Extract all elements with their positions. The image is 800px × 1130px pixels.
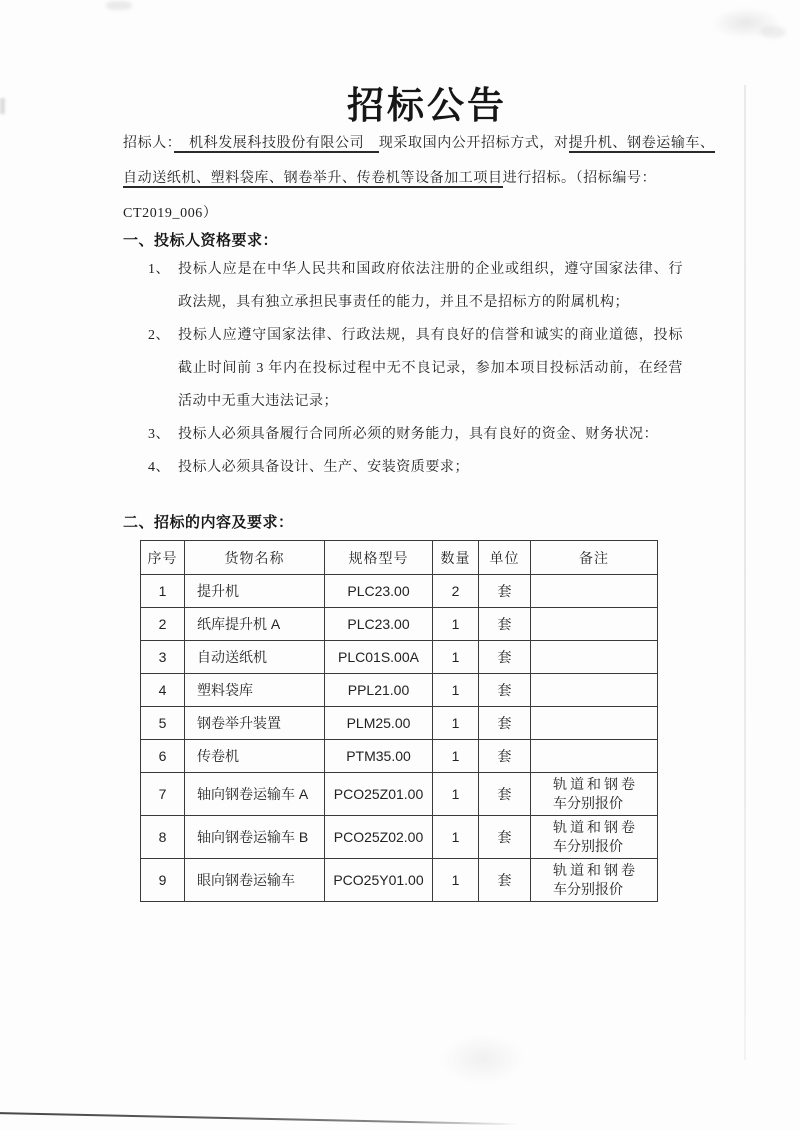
cell-quantity: 1: [433, 674, 479, 707]
cell-model: PLC23.00: [325, 575, 433, 608]
cell-goods-name: 传卷机: [185, 740, 325, 773]
table-row: [141, 773, 658, 816]
cell-goods-name: 纸库提升机 A: [185, 608, 325, 641]
item-text: 投标人应是在中华人民共和国政府依法注册的企业或组织，遵守国家法律、行政法规，具有独立承担民事责任的能力，并且不是招标方的附属机构；: [178, 262, 683, 310]
text-segment: 现采取国内公开招标方式，对: [378, 136, 569, 151]
requirement-item: [148, 253, 683, 319]
cell-goods-name: 塑料袋库: [185, 674, 325, 707]
cell-goods-name: 钢卷举升装置: [185, 707, 325, 740]
cell-model: PCO25Z01.00: [325, 773, 433, 816]
table-row: [141, 641, 658, 674]
cell-number: 6: [141, 740, 185, 773]
cell-remark: [531, 608, 658, 641]
item-number: 3、: [148, 427, 170, 442]
item-number: 2、: [148, 328, 170, 343]
item-text: 投标人必须具备履行合同所必须的财务能力，具有良好的资金、财务状况：: [178, 427, 659, 442]
intro-line: [123, 161, 723, 196]
scan-artifact-page-edge-line: [744, 85, 746, 1060]
cell-quantity: 1: [433, 859, 479, 902]
cell-unit: 套: [479, 707, 531, 740]
cell-model: PTM35.00: [325, 740, 433, 773]
cell-goods-name: 轴向钢卷运输车 B: [185, 816, 325, 859]
cell-unit: 套: [479, 641, 531, 674]
text-segment: 自动送纸机、塑料袋库、钢卷举升、传卷机等设备加工项目: [123, 171, 503, 186]
column-header: 货物名称: [185, 541, 325, 575]
text-segment: 招标人：: [123, 136, 175, 151]
item-number: 1、: [148, 262, 170, 277]
cell-number: 8: [141, 816, 185, 859]
scan-artifact-speckle: [700, 2, 792, 44]
cell-model: PCO25Y01.00: [325, 859, 433, 902]
cell-number: 2: [141, 608, 185, 641]
table-row: [141, 740, 658, 773]
item-text: 投标人必须具备设计、生产、安装资质要求；: [178, 460, 469, 475]
cell-unit: 套: [479, 816, 531, 859]
cell-remark: [531, 740, 658, 773]
cell-number: 4: [141, 674, 185, 707]
cell-number: 1: [141, 575, 185, 608]
cell-unit: 套: [479, 740, 531, 773]
cell-remark: [531, 575, 658, 608]
cell-model: PLC23.00: [325, 608, 433, 641]
section1-heading: 一、投标人资格要求：: [123, 232, 279, 249]
cell-remark: 轨道和钢卷车分别报价: [531, 773, 658, 816]
cell-unit: 套: [479, 773, 531, 816]
cell-model: PPL21.00: [325, 674, 433, 707]
cell-model: PCO25Z02.00: [325, 816, 433, 859]
cell-model: PLM25.00: [325, 707, 433, 740]
table-row: [141, 575, 658, 608]
column-header: 备注: [531, 541, 658, 575]
scan-artifact-speckle: [760, 26, 786, 38]
requirement-item: [148, 451, 683, 484]
cell-remark: [531, 707, 658, 740]
table-header-row: [141, 541, 658, 575]
table-row: [141, 674, 658, 707]
cell-number: 9: [141, 859, 185, 902]
column-header: 数量: [433, 541, 479, 575]
item-text: 投标人应遵守国家法律、行政法规，具有良好的信誉和诚实的商业道德，投标截止时间前 3 年内在投标过程中无不良记录，参加本项目投标活动前，在经营活动中无重大违法记录；: [178, 328, 683, 409]
cell-number: 7: [141, 773, 185, 816]
cell-remark: [531, 641, 658, 674]
cell-unit: 套: [479, 674, 531, 707]
table-row: [141, 707, 658, 740]
intro-line: [123, 126, 723, 161]
column-header: 单位: [479, 541, 531, 575]
cell-quantity: 2: [433, 575, 479, 608]
cell-unit: 套: [479, 859, 531, 902]
cell-quantity: 1: [433, 740, 479, 773]
intro-paragraph: [123, 126, 723, 231]
cell-quantity: 1: [433, 773, 479, 816]
requirement-item: [148, 418, 683, 451]
cell-goods-name: 提升机: [185, 575, 325, 608]
scan-artifact-bottom-edge: [0, 1112, 519, 1125]
cell-goods-name: 轴向钢卷运输车 A: [185, 773, 325, 816]
table-row: [141, 859, 658, 902]
table-row: [141, 608, 658, 641]
requirement-item: [148, 319, 683, 418]
column-header: 序号: [141, 541, 185, 575]
text-segment: 进行招标。（招标编号：: [502, 171, 657, 186]
cell-number: 3: [141, 641, 185, 674]
cell-quantity: 1: [433, 641, 479, 674]
cell-quantity: 1: [433, 816, 479, 859]
column-header: 规格型号: [325, 541, 433, 575]
cell-unit: 套: [479, 575, 531, 608]
text-segment: 机科发展科技股份有限公司: [174, 136, 379, 151]
cell-number: 5: [141, 707, 185, 740]
cell-goods-name: 自动送纸机: [185, 641, 325, 674]
goods-table: [140, 540, 658, 902]
cell-quantity: 1: [433, 707, 479, 740]
cell-remark: 轨道和钢卷车分别报价: [531, 859, 658, 902]
cell-goods-name: 眼向钢卷运输车: [185, 859, 325, 902]
scan-artifact-smudge: [106, 1, 132, 10]
item-number: 4、: [148, 460, 170, 475]
section2-heading: 二、招标的内容及要求：: [123, 514, 294, 531]
intro-line: [123, 196, 723, 231]
cell-remark: [531, 674, 658, 707]
text-segment: CT2019_006）: [123, 206, 218, 221]
cell-model: PLC01S.00A: [325, 641, 433, 674]
table-row: [141, 816, 658, 859]
scan-artifact-noise: [430, 1028, 535, 1090]
page-title: 招标公告: [347, 85, 507, 126]
cell-unit: 套: [479, 608, 531, 641]
requirements-list: [148, 253, 683, 484]
text-segment: 提升机、钢卷运输车、: [568, 136, 715, 151]
cell-quantity: 1: [433, 608, 479, 641]
cell-remark: 轨道和钢卷车分别报价: [531, 816, 658, 859]
